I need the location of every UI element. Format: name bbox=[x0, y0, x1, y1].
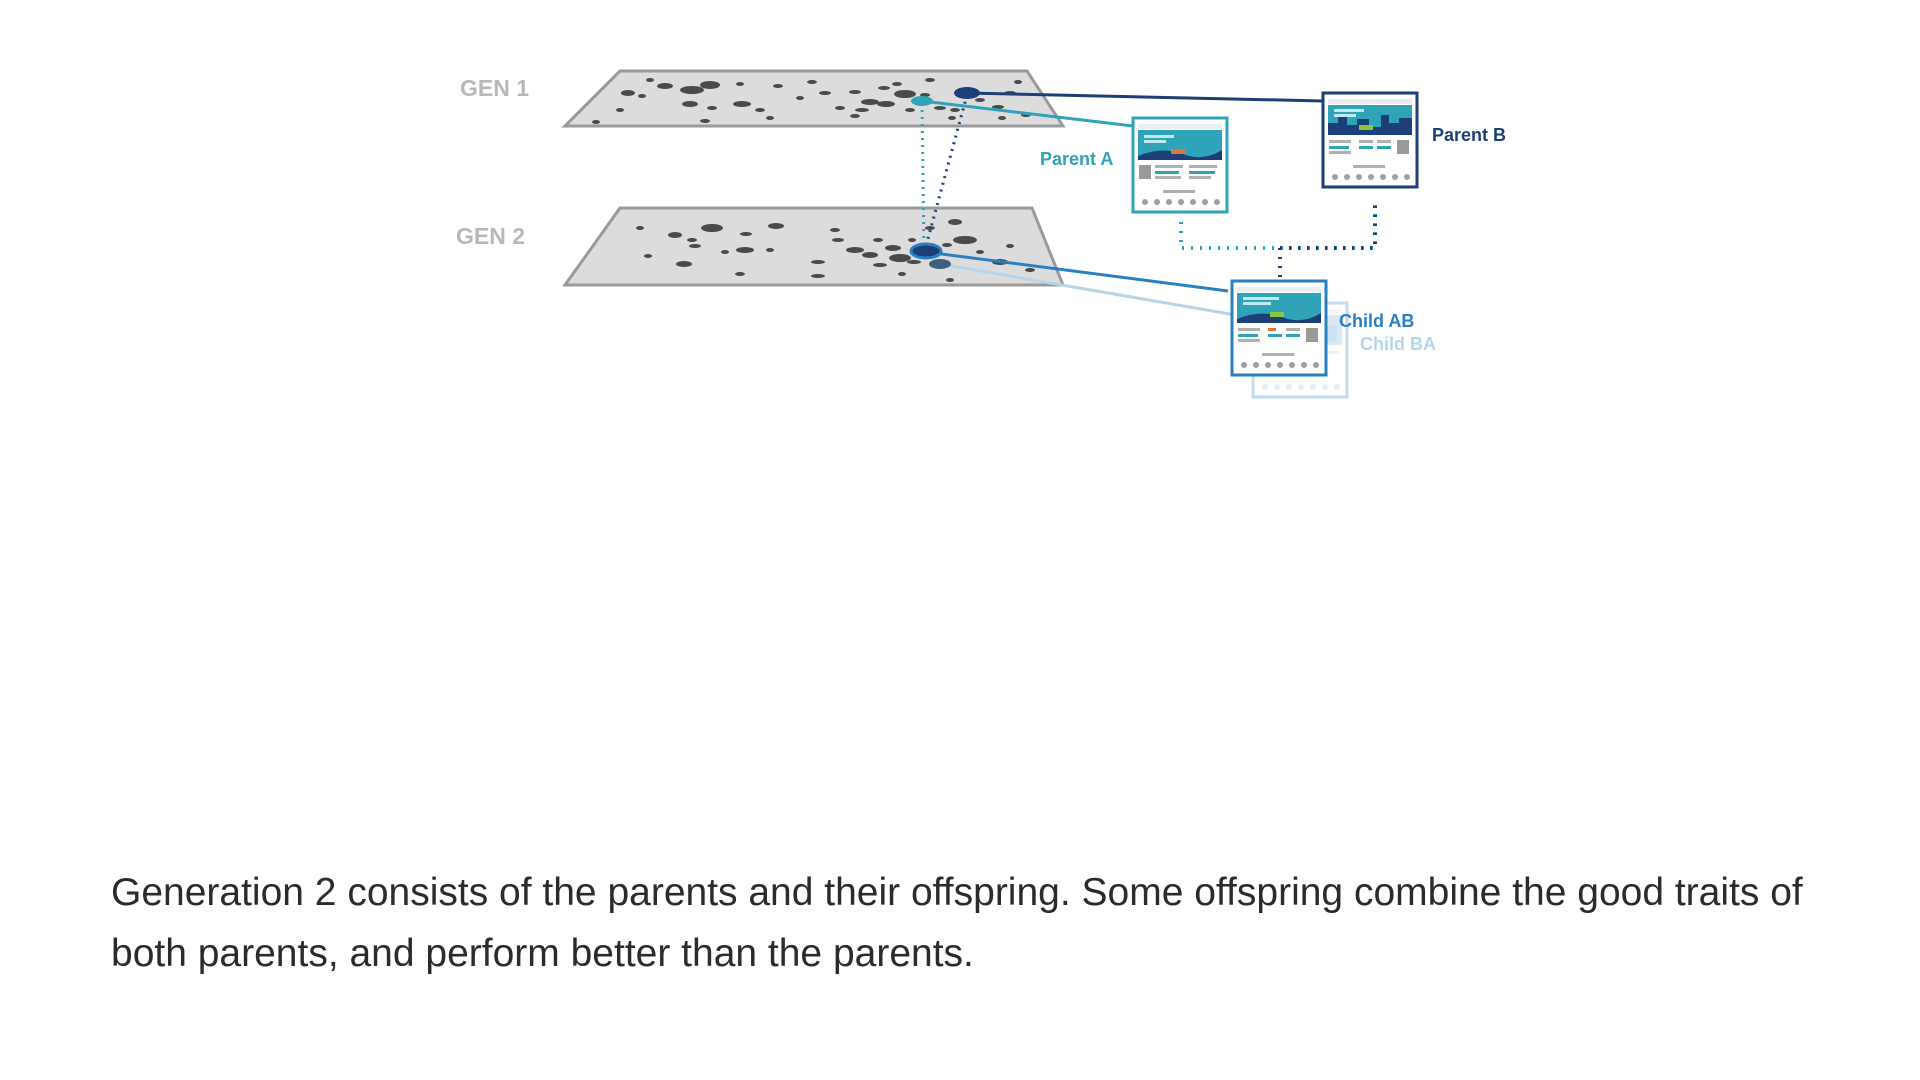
population-dot bbox=[946, 278, 954, 282]
population-dot bbox=[850, 114, 860, 118]
population-dot bbox=[740, 232, 752, 236]
population-dot bbox=[998, 116, 1006, 120]
population-dot bbox=[766, 116, 774, 120]
population-dot bbox=[855, 108, 869, 112]
population-dot bbox=[905, 108, 915, 112]
population-dot bbox=[621, 90, 635, 96]
population-dot bbox=[1014, 80, 1022, 84]
population-dot bbox=[878, 86, 890, 90]
child-ba-individual bbox=[929, 259, 951, 269]
population-dot bbox=[934, 106, 946, 110]
population-dot bbox=[680, 86, 704, 94]
population-dot bbox=[811, 260, 825, 264]
population-dot bbox=[768, 223, 784, 229]
gen1-group bbox=[460, 71, 1063, 126]
population-dot bbox=[646, 78, 654, 82]
child-ab-individual bbox=[911, 244, 941, 258]
population-dot bbox=[832, 238, 844, 242]
population-dot bbox=[638, 94, 646, 98]
population-dot bbox=[898, 272, 906, 276]
population-dot bbox=[862, 252, 878, 258]
population-dot bbox=[676, 261, 692, 267]
population-dot bbox=[689, 244, 701, 248]
population-dot bbox=[950, 108, 960, 112]
population-dot bbox=[701, 224, 723, 232]
child-ab-thumbnail bbox=[1232, 281, 1326, 375]
population-dot bbox=[953, 236, 977, 244]
population-dot bbox=[700, 81, 720, 89]
population-dot bbox=[773, 84, 783, 88]
population-dot bbox=[819, 91, 831, 95]
population-dot bbox=[736, 82, 744, 86]
population-dot bbox=[907, 260, 921, 264]
population-dot bbox=[755, 108, 765, 112]
population-dot bbox=[873, 263, 887, 267]
parent-b-breeding-line bbox=[1280, 200, 1375, 248]
population-dot bbox=[636, 226, 644, 230]
population-dot bbox=[894, 90, 916, 98]
population-dot bbox=[889, 254, 911, 262]
gen1-plane bbox=[565, 71, 1063, 126]
population-dot bbox=[811, 274, 825, 278]
population-dot bbox=[846, 247, 864, 253]
caption-text: Generation 2 consists of the parents and their offspring. Some offspring combine the good traits of both parents, and perform better than the parents. bbox=[111, 871, 1803, 975]
population-dot bbox=[733, 101, 751, 107]
population-dot bbox=[1025, 268, 1035, 272]
parent-b-individual bbox=[954, 87, 980, 99]
genetic-generation-diagram bbox=[0, 0, 1920, 420]
population-dot bbox=[942, 243, 952, 247]
population-dot bbox=[735, 272, 745, 276]
population-dot bbox=[908, 238, 916, 242]
population-dot bbox=[873, 238, 883, 242]
population-dot bbox=[925, 78, 935, 82]
population-dot bbox=[700, 119, 710, 123]
population-dot bbox=[885, 245, 901, 251]
child-ba-label: Child BA bbox=[1360, 334, 1436, 354]
population-dot bbox=[830, 228, 840, 232]
parent-b-label: Parent B bbox=[1432, 125, 1507, 145]
gen1-label: GEN 1 bbox=[460, 75, 530, 101]
population-dot bbox=[948, 219, 962, 225]
population-dot bbox=[892, 82, 902, 86]
parent-b-thumbnail bbox=[1323, 93, 1417, 187]
parent-a-thumbnail bbox=[1133, 118, 1227, 212]
population-dot bbox=[616, 108, 624, 112]
child-ba-connector bbox=[940, 264, 1253, 318]
population-dot bbox=[687, 238, 697, 242]
population-dot bbox=[877, 101, 895, 107]
population-dot bbox=[644, 254, 652, 258]
parent-a-individual bbox=[911, 96, 933, 106]
population-dot bbox=[796, 96, 804, 100]
gen2-group bbox=[456, 208, 1063, 285]
population-dot bbox=[835, 106, 845, 110]
population-dot bbox=[766, 248, 774, 252]
population-dot bbox=[976, 250, 984, 254]
population-dot bbox=[707, 106, 717, 110]
population-dot bbox=[592, 120, 600, 124]
population-dot bbox=[807, 80, 817, 84]
population-dot bbox=[861, 99, 879, 105]
population-dot bbox=[849, 90, 861, 94]
population-dot bbox=[721, 250, 729, 254]
population-dot bbox=[668, 232, 682, 238]
population-dot bbox=[657, 83, 673, 89]
population-dot bbox=[975, 98, 985, 102]
population-dot bbox=[736, 247, 754, 253]
child-ab-label: Child AB bbox=[1339, 311, 1415, 331]
population-dot bbox=[1006, 244, 1014, 248]
population-dot bbox=[682, 101, 698, 107]
population-dot bbox=[925, 226, 935, 230]
parent-a-label: Parent A bbox=[1040, 149, 1114, 169]
population-dot bbox=[948, 116, 956, 120]
gen2-label: GEN 2 bbox=[456, 223, 526, 249]
